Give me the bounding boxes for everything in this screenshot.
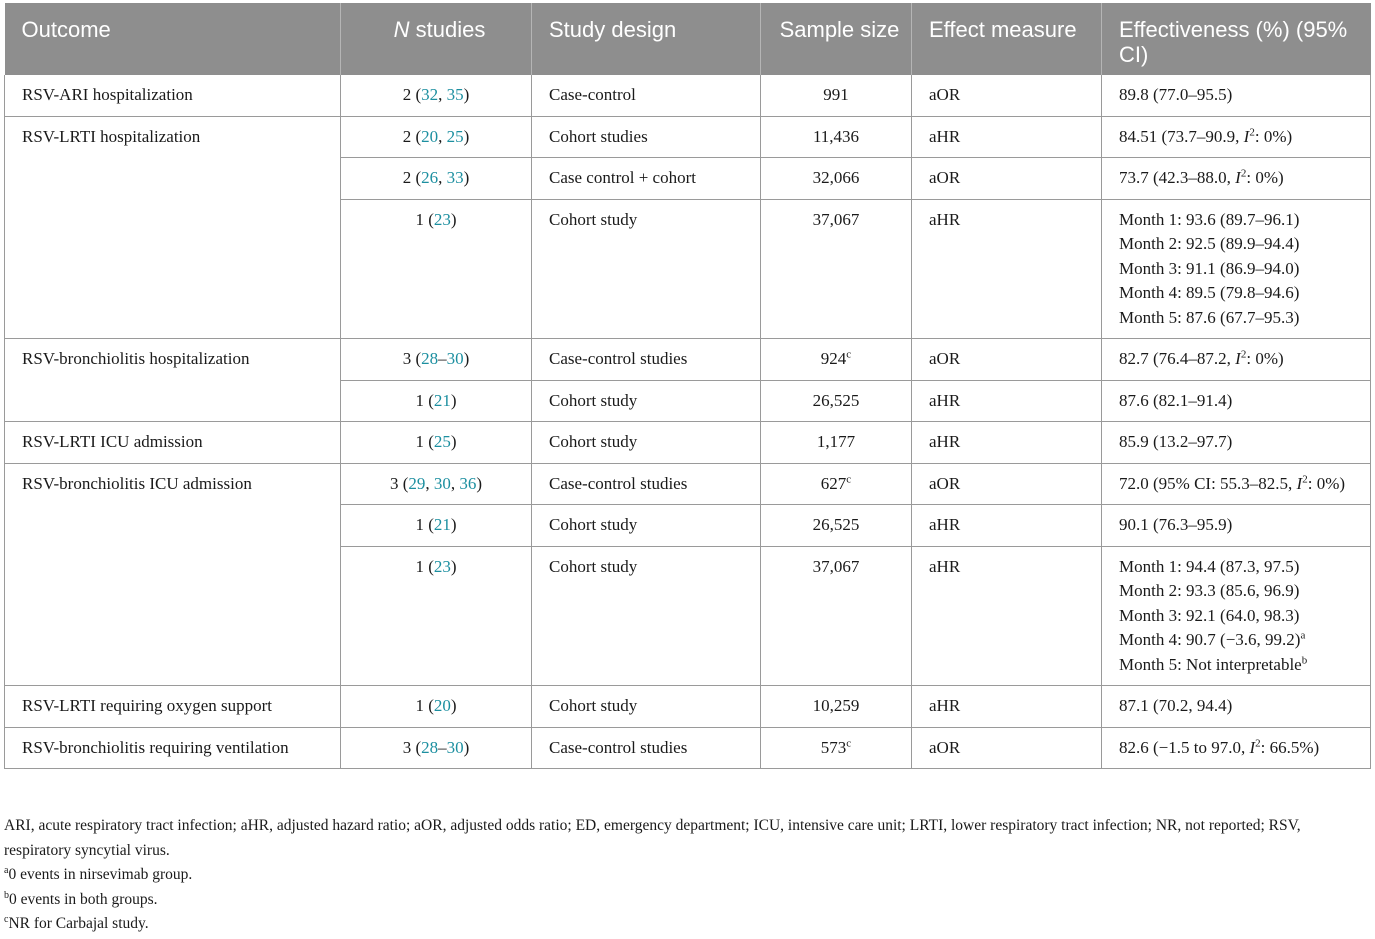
n-studies-cell: 1 (23) bbox=[341, 546, 532, 686]
table-row bbox=[5, 116, 1371, 158]
month-line: Month 2: 92.5 (89.9–94.4) bbox=[1119, 234, 1300, 253]
design-cell: Cohort study bbox=[532, 422, 761, 464]
table-row bbox=[5, 686, 1371, 728]
design-cell: Case control + cohort bbox=[532, 158, 761, 200]
sample-size-cell: 1,177 bbox=[761, 422, 912, 464]
footnote-a: $^a$0 events in nirsevimab group. bbox=[4, 864, 193, 883]
sample-size-cell: 10,259 bbox=[761, 686, 912, 728]
header-sample-size: Sample size bbox=[761, 3, 912, 75]
month-line: Month 5: Not interpretable$^b$ bbox=[1119, 653, 1308, 674]
measure-cell: aHR bbox=[912, 422, 1102, 464]
n-studies-cell: 3 (28–30) bbox=[341, 339, 532, 381]
reference-link[interactable]: 30 bbox=[446, 349, 464, 368]
outcome-cell: RSV-LRTI ICU admission bbox=[5, 422, 341, 464]
n-studies-cell: 1 (23) bbox=[341, 199, 532, 339]
month-line: Month 1: 94.4 (87.3, 97.5) bbox=[1119, 556, 1300, 576]
effectiveness-cell: 87.6 (82.1–91.4) bbox=[1102, 380, 1371, 422]
n-studies-cell: 3 (29, 30, 36) bbox=[341, 463, 532, 505]
reference-link[interactable]: 21 bbox=[433, 390, 451, 410]
design-cell: Cohort study bbox=[532, 546, 761, 686]
month-line: Month 3: 92.1 (64.0, 98.3) bbox=[1119, 605, 1300, 625]
reference-link[interactable]: 23 bbox=[433, 556, 451, 576]
effectiveness-cell: 90.1 (76.3–95.9) bbox=[1102, 505, 1371, 547]
header-effectiveness: Effectiveness (%) (95% CI) bbox=[1102, 3, 1371, 75]
footnote-b: $^b$0 events in both groups. bbox=[4, 889, 158, 908]
abbreviations-note: ARI, acute respiratory tract infection; aHR, adjusted hazard ratio; aOR, adjusted odds ratio; ED, emergency department; ICU, intensive care unit; LRTI, lower respiratory tract infection; NR, not reported; RSV, respiratory syncytial virus. bbox=[4, 817, 1301, 859]
design-cell: Case-control studies bbox=[532, 463, 761, 505]
sample-size-cell: 627$^c$ bbox=[761, 463, 912, 505]
header-study-design: Study design bbox=[532, 3, 761, 75]
header-n-studies: N studies bbox=[341, 3, 532, 75]
sample-size-cell: 32,066 bbox=[761, 158, 912, 200]
effectiveness-cell: 73.7 (42.3–88.0, $I^2$: 0%) bbox=[1102, 158, 1371, 200]
table-row bbox=[5, 463, 1371, 505]
reference-link[interactable]: 29 bbox=[408, 473, 426, 493]
measure-cell: aOR bbox=[912, 75, 1102, 116]
design-cell: Cohort study bbox=[532, 686, 761, 728]
footnote-c: $^c$NR for Carbajal study. bbox=[4, 913, 149, 932]
measure-cell: aHR bbox=[912, 380, 1102, 422]
effectiveness-cell bbox=[1102, 546, 1371, 686]
table-footnotes bbox=[4, 814, 1370, 937]
month-line: Month 2: 93.3 (85.6, 96.9) bbox=[1119, 581, 1300, 600]
design-cell: Cohort study bbox=[532, 199, 761, 339]
month-line: Month 3: 91.1 (86.9–94.0) bbox=[1119, 258, 1300, 278]
n-studies-cell: 2 (20, 25) bbox=[341, 116, 532, 158]
reference-link[interactable]: 30 bbox=[446, 737, 464, 757]
table-row bbox=[5, 422, 1371, 464]
table-row bbox=[5, 75, 1371, 116]
sample-size-cell: 37,067 bbox=[761, 199, 912, 339]
reference-link[interactable]: 25 bbox=[446, 126, 464, 146]
effectiveness-cell: 82.6 (−1.5 to 97.0, $I^2$: 66.5%) bbox=[1102, 727, 1371, 769]
outcome-cell: RSV-LRTI requiring oxygen support bbox=[5, 686, 341, 728]
month-line: Month 1: 93.6 (89.7–96.1) bbox=[1119, 209, 1300, 229]
measure-cell: aOR bbox=[912, 727, 1102, 769]
measure-cell: aHR bbox=[912, 505, 1102, 547]
reference-link[interactable]: 23 bbox=[433, 209, 451, 229]
month-line: Month 4: 90.7 (−3.6, 99.2)$^a$ bbox=[1119, 629, 1306, 649]
measure-cell: aHR bbox=[912, 546, 1102, 686]
effectiveness-cell: 89.8 (77.0–95.5) bbox=[1102, 75, 1371, 116]
sample-size-cell: 991 bbox=[761, 75, 912, 116]
n-studies-cell: 1 (20) bbox=[341, 686, 532, 728]
n-studies-cell: 2 (32, 35) bbox=[341, 75, 532, 116]
outcome-cell: RSV-bronchiolitis requiring ventilation bbox=[5, 727, 341, 769]
design-cell: Case-control bbox=[532, 75, 761, 116]
sample-size-cell: 26,525 bbox=[761, 505, 912, 547]
sample-size-cell: 924$^c$ bbox=[761, 339, 912, 381]
effectiveness-cell: 85.9 (13.2–97.7) bbox=[1102, 422, 1371, 464]
header-effect-measure: Effect measure bbox=[912, 3, 1102, 75]
sample-size-cell: 37,067 bbox=[761, 546, 912, 686]
reference-link[interactable]: 28 bbox=[421, 349, 439, 368]
measure-cell: aOR bbox=[912, 463, 1102, 505]
reference-link[interactable]: 32 bbox=[421, 85, 439, 104]
outcome-cell: RSV-bronchiolitis hospitalization bbox=[5, 339, 341, 422]
n-studies-cell: 1 (21) bbox=[341, 505, 532, 547]
table-row bbox=[5, 339, 1371, 381]
effectiveness-table bbox=[4, 3, 1371, 769]
effectiveness-cell: 87.1 (70.2, 94.4) bbox=[1102, 686, 1371, 728]
design-cell: Case-control studies bbox=[532, 727, 761, 769]
outcome-cell: RSV-bronchiolitis ICU admission bbox=[5, 463, 341, 686]
table-header-row bbox=[5, 3, 1371, 75]
measure-cell: aOR bbox=[912, 158, 1102, 200]
measure-cell: aOR bbox=[912, 339, 1102, 381]
reference-link[interactable]: 35 bbox=[446, 85, 464, 104]
sample-size-cell: 573$^c$ bbox=[761, 727, 912, 769]
effectiveness-cell: 72.0 (95% CI: 55.3–82.5, $I^2$: 0%) bbox=[1102, 463, 1371, 505]
reference-link[interactable]: 21 bbox=[433, 515, 451, 534]
effectiveness-cell: 84.51 (73.7–90.9, $I^2$: 0%) bbox=[1102, 116, 1371, 158]
n-studies-cell: 1 (25) bbox=[341, 422, 532, 464]
table-row bbox=[5, 727, 1371, 769]
design-cell: Case-control studies bbox=[532, 339, 761, 381]
outcome-cell: RSV-ARI hospitalization bbox=[5, 75, 341, 116]
measure-cell: aHR bbox=[912, 116, 1102, 158]
reference-link[interactable]: 36 bbox=[459, 473, 477, 493]
n-studies-cell: 1 (21) bbox=[341, 380, 532, 422]
header-outcome: Outcome bbox=[5, 3, 341, 75]
outcome-cell: RSV-LRTI hospitalization bbox=[5, 116, 341, 339]
effectiveness-cell: 82.7 (76.4–87.2, $I^2$: 0%) bbox=[1102, 339, 1371, 381]
design-cell: Cohort studies bbox=[532, 116, 761, 158]
month-line: Month 4: 89.5 (79.8–94.6) bbox=[1119, 283, 1300, 302]
design-cell: Cohort study bbox=[532, 380, 761, 422]
reference-link[interactable]: 20 bbox=[433, 696, 451, 715]
measure-cell: aHR bbox=[912, 199, 1102, 339]
reference-link[interactable]: 20 bbox=[421, 126, 439, 146]
n-studies-cell: 2 (26, 33) bbox=[341, 158, 532, 200]
reference-link[interactable]: 33 bbox=[446, 168, 464, 187]
sample-size-cell: 11,436 bbox=[761, 116, 912, 158]
month-line: Month 5: 87.6 (67.7–95.3) bbox=[1119, 307, 1300, 327]
reference-link[interactable]: 26 bbox=[421, 168, 439, 187]
reference-link[interactable]: 30 bbox=[433, 473, 451, 493]
sample-size-cell: 26,525 bbox=[761, 380, 912, 422]
measure-cell: aHR bbox=[912, 686, 1102, 728]
effectiveness-cell bbox=[1102, 199, 1371, 339]
reference-link[interactable]: 28 bbox=[421, 737, 439, 757]
n-studies-cell: 3 (28–30) bbox=[341, 727, 532, 769]
design-cell: Cohort study bbox=[532, 505, 761, 547]
reference-link[interactable]: 25 bbox=[433, 432, 451, 451]
